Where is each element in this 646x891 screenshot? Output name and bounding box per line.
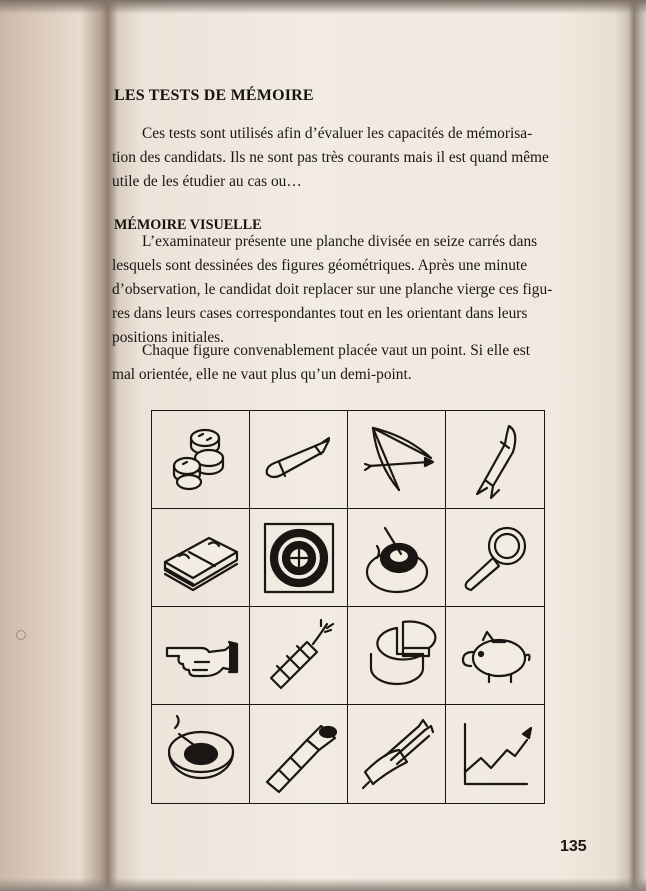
magnifying-glass-icon <box>453 516 537 600</box>
scoring-line: Chaque figure convenablement placée vaut un point. Si elle est <box>142 342 531 359</box>
arrows-quiver-icon <box>355 712 439 796</box>
piggy-bank-icon <box>453 614 537 698</box>
body-line: L’examinateur présente une planche divisée en seize carrés dans <box>142 233 538 250</box>
rising-chart-icon <box>453 712 537 796</box>
grid-cell-crossbow <box>348 411 446 509</box>
left-page-mark <box>16 630 26 640</box>
grid-cell-arrows <box>348 705 446 803</box>
grid-cell-pie <box>348 607 446 705</box>
coins-icon <box>159 418 243 502</box>
target-icon <box>257 516 341 600</box>
grid-cell-hand <box>152 607 250 705</box>
grid-cell-cigarette <box>152 705 250 803</box>
page-heading: LES TESTS DE MÉMOIRE <box>114 87 314 104</box>
section-subheading: MÉMOIRE VISUELLE <box>114 217 262 233</box>
page-number: 135 <box>560 838 587 855</box>
grid-cell-coins <box>152 411 250 509</box>
grid-cell-target <box>250 509 348 607</box>
grid-cell-pen <box>250 411 348 509</box>
telescope-icon <box>257 712 341 796</box>
body-line: lesquels sont dessinées des figures géométriques. Après une minute <box>112 257 528 274</box>
intro-line: tion des candidats. Ils ne sont pas très courants mais il est quand même <box>112 149 549 166</box>
grid-cell-telescope <box>250 705 348 803</box>
memory-grid <box>151 410 545 804</box>
grid-cell-ashtray <box>348 509 446 607</box>
grid-cell-dynamite <box>250 607 348 705</box>
cigarette-ashtray-icon <box>159 712 243 796</box>
body-paragraph <box>112 230 584 350</box>
top-shadow <box>0 0 646 14</box>
bottom-edge <box>0 878 646 891</box>
grid-cell-piggy <box>446 607 544 705</box>
grid-cell-magnifier <box>446 509 544 607</box>
dynamite-icon <box>257 614 341 698</box>
scoring-line: mal orientée, elle ne vaut plus qu’un demi-point. <box>112 366 412 383</box>
banknotes-icon <box>159 516 243 600</box>
scoring-paragraph <box>112 339 584 387</box>
body-line: d’observation, le candidat doit replacer sur une planche vierge ces figu- <box>112 281 553 298</box>
rocket-icon <box>453 418 537 502</box>
grid-cell-rocket <box>446 411 544 509</box>
intro-line: utile de les étudier au cas ou… <box>112 173 302 190</box>
intro-paragraph <box>112 122 584 194</box>
pie-chart-icon <box>355 614 439 698</box>
ashtray-icon <box>355 516 439 600</box>
crossbow-icon <box>355 418 439 502</box>
fountain-pen-icon <box>257 418 341 502</box>
grid-cell-banknotes <box>152 509 250 607</box>
body-line: res dans leurs cases correspondantes tout en les orientant dans leurs <box>112 305 528 322</box>
body-line: positions initiales. <box>112 329 225 346</box>
grid-cell-rising-chart <box>446 705 544 803</box>
intro-line: Ces tests sont utilisés afin d’évaluer les capacités de mémorisa- <box>142 125 533 142</box>
pointing-hand-icon <box>159 614 243 698</box>
